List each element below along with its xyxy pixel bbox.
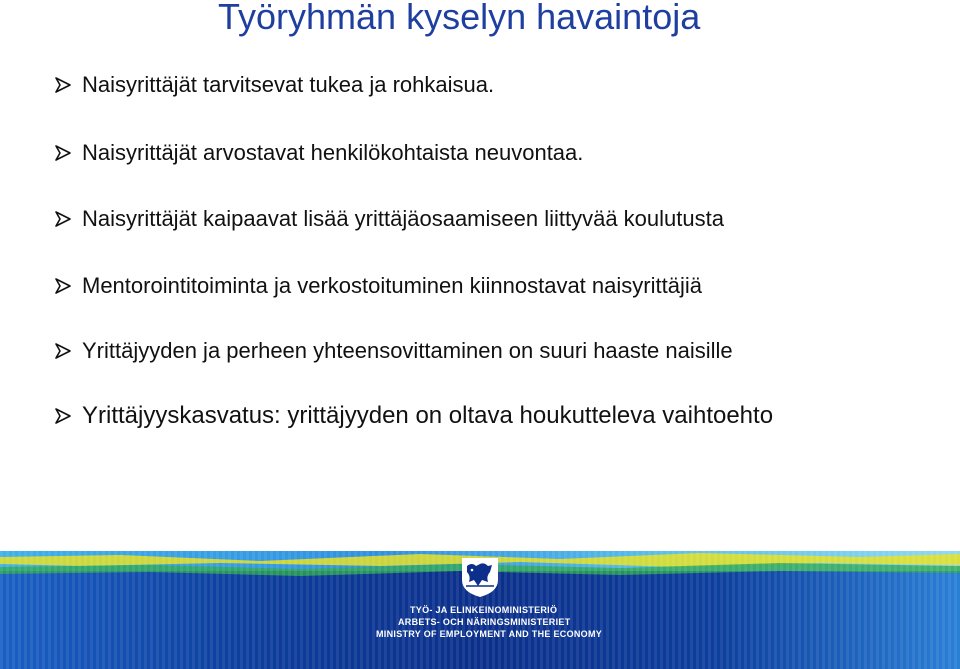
bullet-item — [52, 402, 773, 430]
arrow-bullet-icon — [52, 75, 78, 95]
bullet-text: Yrittäjyyden ja perheen yhteensovittaminen on suuri haaste naisille — [82, 338, 733, 363]
ministry-name-en: MINISTRY OF EMPLOYMENT AND THE ECONOMY — [376, 629, 603, 639]
bullet-text: Naisyrittäjät kaipaavat lisää yrittäjäosaamiseen liittyvää koulutusta — [82, 206, 724, 231]
bullet-text: Mentorointitoiminta ja verkostoituminen kiinnostavat naisyrittäjiä — [82, 273, 702, 298]
bullet-text: Naisyrittäjät tarvitsevat tukea ja rohkaisua. — [82, 72, 495, 97]
finnish-lion-coat-of-arms-icon — [458, 556, 502, 598]
bullet-text: Yrittäjyyskasvatus: yrittäjyyden on oltava houkutteleva vaihtoehto — [82, 402, 774, 429]
arrow-bullet-icon — [52, 209, 78, 229]
bullet-item — [52, 72, 494, 98]
bullet-item — [52, 338, 733, 364]
ministry-name-fi: TYÖ- JA ELINKEINOMINISTERIÖ — [410, 605, 558, 615]
arrow-bullet-icon — [52, 341, 78, 361]
slide-title: Työryhmän kyselyn havaintoja — [218, 0, 701, 37]
bullet-item — [52, 140, 583, 166]
bullet-item — [52, 273, 702, 299]
bullet-item — [52, 206, 724, 232]
arrow-bullet-icon — [52, 143, 78, 163]
ministry-name-sv: ARBETS- OCH NÄRINGSMINISTERIET — [398, 617, 571, 627]
arrow-bullet-icon — [52, 406, 78, 426]
bullet-text: Naisyrittäjät arvostavat henkilökohtaista neuvontaa. — [82, 140, 584, 165]
arrow-bullet-icon — [52, 276, 78, 296]
